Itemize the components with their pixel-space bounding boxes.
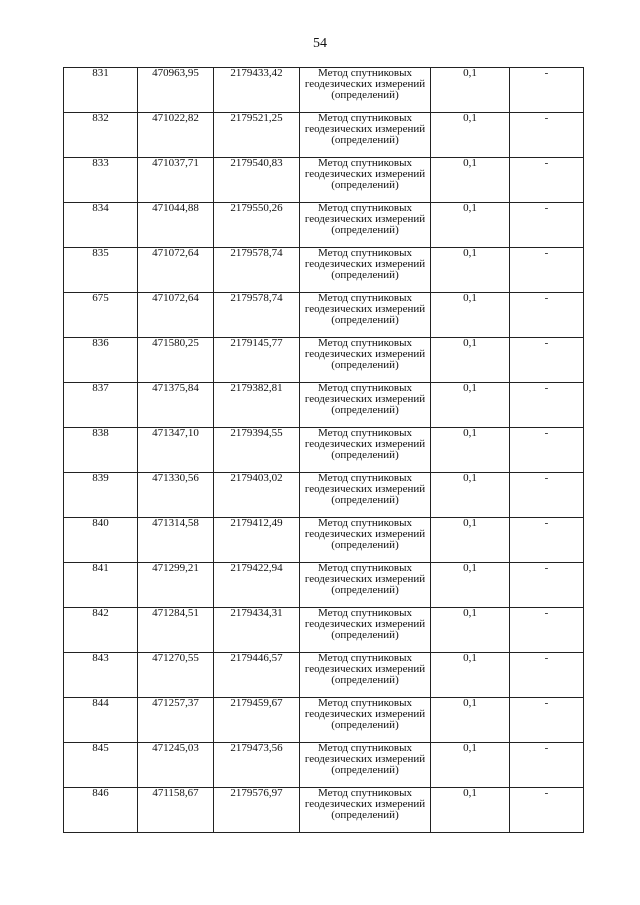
method-cell — [300, 383, 431, 428]
method-text: Метод спутниковых — [318, 67, 412, 79]
method-cell — [300, 563, 431, 608]
method-cell — [300, 608, 431, 653]
note-cell: - — [510, 473, 584, 518]
table-row — [64, 248, 584, 293]
x-coordinate-cell: 471580,25 — [138, 338, 214, 383]
method-cell — [300, 293, 431, 338]
point-number-cell: 675 — [64, 293, 138, 338]
point-number-cell: 839 — [64, 473, 138, 518]
method-text: (определений) — [331, 359, 399, 371]
method-text: геодезических измерений — [304, 573, 426, 585]
x-coordinate-cell: 471072,64 — [138, 293, 214, 338]
method-text: геодезических измерений — [304, 483, 426, 495]
method-text: (определений) — [331, 719, 399, 731]
accuracy-cell: 0,1 — [431, 698, 510, 743]
method-text: Метод спутниковых — [318, 157, 412, 169]
table-row — [64, 563, 584, 608]
method-text: Метод спутниковых — [318, 337, 412, 349]
x-coordinate-cell: 471299,21 — [138, 563, 214, 608]
accuracy-cell: 0,1 — [431, 653, 510, 698]
method-text: Метод спутниковых — [318, 202, 412, 214]
note-cell: - — [510, 68, 584, 113]
method-text: (определений) — [331, 269, 399, 281]
method-cell — [300, 473, 431, 518]
method-text: (определений) — [331, 89, 399, 101]
accuracy-cell: 0,1 — [431, 608, 510, 653]
accuracy-cell: 0,1 — [431, 338, 510, 383]
y-coordinate-cell: 2179446,57 — [214, 653, 300, 698]
method-text: Метод спутниковых — [318, 472, 412, 484]
note-cell: - — [510, 113, 584, 158]
y-coordinate-cell: 2179394,55 — [214, 428, 300, 473]
table-row — [64, 653, 584, 698]
method-text: Метод спутниковых — [318, 697, 412, 709]
y-coordinate-cell: 2179422,94 — [214, 563, 300, 608]
point-number-cell: 833 — [64, 158, 138, 203]
note-cell: - — [510, 428, 584, 473]
method-cell — [300, 248, 431, 293]
coordinates-table-body — [64, 68, 584, 833]
y-coordinate-cell: 2179550,26 — [214, 203, 300, 248]
accuracy-cell: 0,1 — [431, 518, 510, 563]
method-text: геодезических измерений — [304, 348, 426, 360]
table-row — [64, 203, 584, 248]
accuracy-cell: 0,1 — [431, 563, 510, 608]
note-cell: - — [510, 158, 584, 203]
method-cell — [300, 653, 431, 698]
method-text: (определений) — [331, 764, 399, 776]
method-text: (определений) — [331, 224, 399, 236]
method-text: Метод спутниковых — [318, 652, 412, 664]
method-text: Метод спутниковых — [318, 607, 412, 619]
x-coordinate-cell: 471022,82 — [138, 113, 214, 158]
x-coordinate-cell: 471347,10 — [138, 428, 214, 473]
method-text: геодезических измерений — [304, 393, 426, 405]
accuracy-cell: 0,1 — [431, 383, 510, 428]
point-number-cell: 832 — [64, 113, 138, 158]
y-coordinate-cell: 2179412,49 — [214, 518, 300, 563]
y-coordinate-cell: 2179576,97 — [214, 788, 300, 833]
method-text: Метод спутниковых — [318, 292, 412, 304]
x-coordinate-cell: 471037,71 — [138, 158, 214, 203]
point-number-cell: 844 — [64, 698, 138, 743]
point-number-cell: 843 — [64, 653, 138, 698]
y-coordinate-cell: 2179403,02 — [214, 473, 300, 518]
method-text: геодезических измерений — [304, 438, 426, 450]
accuracy-cell: 0,1 — [431, 473, 510, 518]
y-coordinate-cell: 2179473,56 — [214, 743, 300, 788]
point-number-cell: 838 — [64, 428, 138, 473]
y-coordinate-cell: 2179540,83 — [214, 158, 300, 203]
method-text: (определений) — [331, 449, 399, 461]
accuracy-cell: 0,1 — [431, 113, 510, 158]
method-text: Метод спутниковых — [318, 517, 412, 529]
method-text: геодезических измерений — [304, 258, 426, 270]
method-text: Метод спутниковых — [318, 112, 412, 124]
method-cell — [300, 743, 431, 788]
coordinates-table — [63, 67, 584, 833]
method-text: геодезических измерений — [304, 528, 426, 540]
point-number-cell: 835 — [64, 248, 138, 293]
method-text: (определений) — [331, 629, 399, 641]
note-cell: - — [510, 698, 584, 743]
table-row — [64, 113, 584, 158]
note-cell: - — [510, 788, 584, 833]
method-cell — [300, 698, 431, 743]
method-text: геодезических измерений — [304, 663, 426, 675]
method-cell — [300, 203, 431, 248]
note-cell: - — [510, 338, 584, 383]
method-cell — [300, 158, 431, 203]
point-number-cell: 841 — [64, 563, 138, 608]
method-cell — [300, 518, 431, 563]
x-coordinate-cell: 471284,51 — [138, 608, 214, 653]
table-row — [64, 293, 584, 338]
y-coordinate-cell: 2179145,77 — [214, 338, 300, 383]
table-row — [64, 518, 584, 563]
accuracy-cell: 0,1 — [431, 203, 510, 248]
method-text: геодезических измерений — [304, 303, 426, 315]
table-row — [64, 428, 584, 473]
note-cell: - — [510, 203, 584, 248]
accuracy-cell: 0,1 — [431, 293, 510, 338]
method-text: геодезических измерений — [304, 213, 426, 225]
method-text: Метод спутниковых — [318, 562, 412, 574]
table-row — [64, 788, 584, 833]
x-coordinate-cell: 470963,95 — [138, 68, 214, 113]
note-cell: - — [510, 293, 584, 338]
method-text: (определений) — [331, 179, 399, 191]
table-row — [64, 698, 584, 743]
table-row — [64, 743, 584, 788]
accuracy-cell: 0,1 — [431, 158, 510, 203]
point-number-cell: 846 — [64, 788, 138, 833]
y-coordinate-cell: 2179382,81 — [214, 383, 300, 428]
method-text: (определений) — [331, 539, 399, 551]
method-cell — [300, 788, 431, 833]
point-number-cell: 845 — [64, 743, 138, 788]
note-cell: - — [510, 518, 584, 563]
note-cell: - — [510, 653, 584, 698]
note-cell: - — [510, 248, 584, 293]
method-text: (определений) — [331, 584, 399, 596]
point-number-cell: 834 — [64, 203, 138, 248]
accuracy-cell: 0,1 — [431, 248, 510, 293]
method-text: (определений) — [331, 674, 399, 686]
point-number-cell: 840 — [64, 518, 138, 563]
method-text: геодезических измерений — [304, 798, 426, 810]
note-cell: - — [510, 743, 584, 788]
method-text: (определений) — [331, 809, 399, 821]
table-row — [64, 68, 584, 113]
method-text: Метод спутниковых — [318, 247, 412, 259]
x-coordinate-cell: 471375,84 — [138, 383, 214, 428]
method-text: Метод спутниковых — [318, 382, 412, 394]
point-number-cell: 831 — [64, 68, 138, 113]
method-text: Метод спутниковых — [318, 742, 412, 754]
x-coordinate-cell: 471330,56 — [138, 473, 214, 518]
y-coordinate-cell: 2179434,31 — [214, 608, 300, 653]
note-cell: - — [510, 563, 584, 608]
accuracy-cell: 0,1 — [431, 788, 510, 833]
x-coordinate-cell: 471270,55 — [138, 653, 214, 698]
point-number-cell: 837 — [64, 383, 138, 428]
y-coordinate-cell: 2179521,25 — [214, 113, 300, 158]
page-number: 54 — [313, 36, 327, 51]
accuracy-cell: 0,1 — [431, 428, 510, 473]
y-coordinate-cell: 2179578,74 — [214, 248, 300, 293]
method-cell — [300, 338, 431, 383]
y-coordinate-cell: 2179433,42 — [214, 68, 300, 113]
method-text: геодезических измерений — [304, 78, 426, 90]
table-row — [64, 158, 584, 203]
note-cell: - — [510, 383, 584, 428]
accuracy-cell: 0,1 — [431, 743, 510, 788]
note-cell: - — [510, 608, 584, 653]
x-coordinate-cell: 471044,88 — [138, 203, 214, 248]
x-coordinate-cell: 471314,58 — [138, 518, 214, 563]
method-text: (определений) — [331, 134, 399, 146]
x-coordinate-cell: 471158,67 — [138, 788, 214, 833]
accuracy-cell: 0,1 — [431, 68, 510, 113]
x-coordinate-cell: 471072,64 — [138, 248, 214, 293]
method-text: (определений) — [331, 494, 399, 506]
table-row — [64, 608, 584, 653]
y-coordinate-cell: 2179459,67 — [214, 698, 300, 743]
y-coordinate-cell: 2179578,74 — [214, 293, 300, 338]
point-number-cell: 842 — [64, 608, 138, 653]
method-text: геодезических измерений — [304, 753, 426, 765]
table-row — [64, 473, 584, 518]
point-number-cell: 836 — [64, 338, 138, 383]
x-coordinate-cell: 471245,03 — [138, 743, 214, 788]
method-text: геодезических измерений — [304, 168, 426, 180]
x-coordinate-cell: 471257,37 — [138, 698, 214, 743]
method-text: геодезических измерений — [304, 708, 426, 720]
method-cell — [300, 113, 431, 158]
method-text: (определений) — [331, 314, 399, 326]
method-text: геодезических измерений — [304, 123, 426, 135]
table-row — [64, 338, 584, 383]
table-row — [64, 383, 584, 428]
method-text: Метод спутниковых — [318, 787, 412, 799]
method-cell — [300, 428, 431, 473]
method-text: (определений) — [331, 404, 399, 416]
method-cell — [300, 68, 431, 113]
method-text: геодезических измерений — [304, 618, 426, 630]
method-text: Метод спутниковых — [318, 427, 412, 439]
